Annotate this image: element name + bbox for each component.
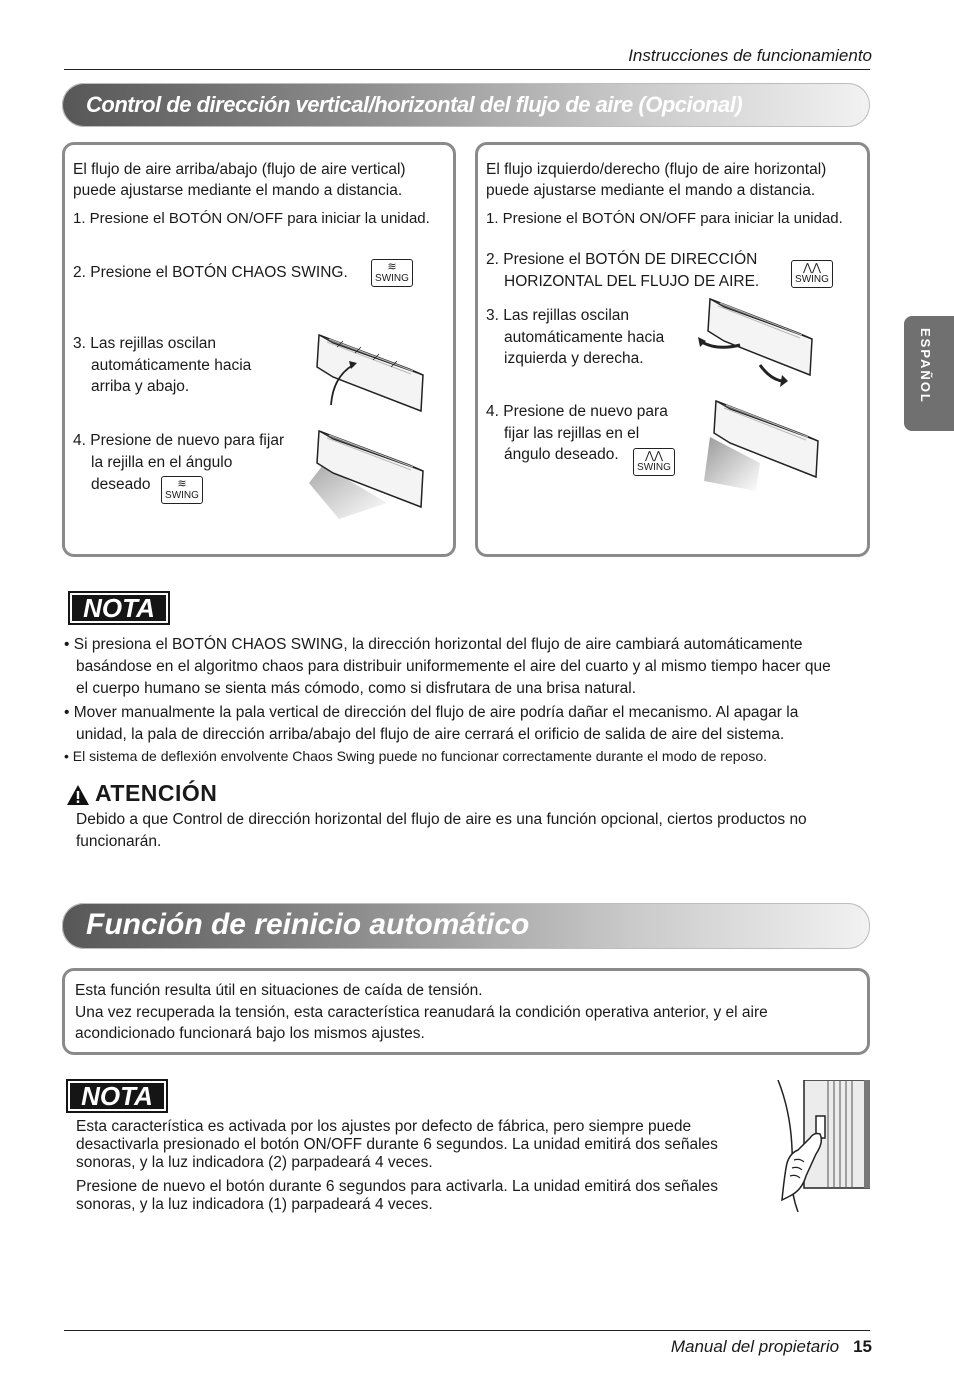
restart-line3: acondicionado funcionará bajo los mismos ajustes. (75, 1025, 425, 1042)
vertical-step-3-line3: arriba y abajo. (91, 378, 190, 395)
horizontal-step-2-line2: HORIZONTAL DEL FLUJO DE AIRE. (504, 273, 760, 290)
vertical-step-2: 2. Presione el BOTÓN CHAOS SWING. (73, 264, 348, 281)
note-bullet-3: • El sistema de deflexión envolvente Chaos Swing puede no funcionar correctamente durante el modo de reposo. (64, 748, 767, 764)
note-bullet-1-line3: el cuerpo humano se sienta más cómodo, como si disfrutara de una brisa natural. (76, 680, 637, 697)
vertical-step-4-line1: 4. Presione de nuevo para fijar (73, 432, 285, 449)
swing-wave-icon: ≋ (387, 261, 397, 273)
restart-line1: Esta función resulta útil en situaciones de caída de tensión. (75, 982, 483, 999)
page-number: 15 (853, 1337, 872, 1356)
note2-p1-line1: Esta característica es activada por los ajustes por defecto de fábrica, pero siempre puede (76, 1118, 692, 1135)
note-badge-2: NOTA (66, 1079, 168, 1113)
vertical-step-3-line2: automáticamente hacia (91, 357, 252, 374)
horizontal-intro-line2: puede ajustarse mediante el mando a distancia. (486, 182, 816, 199)
running-header: Instrucciones de funcionamiento (628, 46, 872, 65)
ac-unit-vertical-fixed-illustration (309, 425, 429, 521)
chaos-swing-button-icon (371, 259, 413, 287)
ac-unit-horizontal-fixed-illustration (700, 397, 824, 493)
horizontal-intro-line1: El flujo izquierdo/derecho (flujo de aire horizontal) (486, 161, 827, 178)
note2-p1-line2: desactivarla presionado el botón ON/OFF durante 6 segundos. La unidad emitirá dos señales (76, 1136, 718, 1153)
note2-p1-line3: sonoras, y la luz indicadora (2) parpadeará 4 veces. (76, 1154, 433, 1171)
note-bullet-2-line2: unidad, la pala de dirección arriba/abajo del flujo de aire cerrará el orificio de salida de aire del sistema. (76, 726, 785, 743)
note2-p2-line2: sonoras, y la luz indicadora (1) parpadeará 4 veces. (76, 1196, 433, 1213)
note-badge: NOTA (68, 591, 170, 625)
horizontal-step-3-line1: 3. Las rejillas oscilan (486, 307, 630, 324)
ac-unit-horizontal-swing-illustration (698, 295, 820, 391)
swing-fan-icon: ⋀⋀ (802, 262, 822, 274)
vertical-step-3-line1: 3. Las rejillas oscilan (73, 335, 217, 352)
attention-line2: funcionarán. (76, 833, 162, 850)
section-title-restart: Función de reinicio automático (86, 908, 530, 941)
footer-rule (64, 1330, 870, 1331)
chaos-swing-button-icon-2 (161, 476, 203, 504)
attention-line1: Debido a que Control de dirección horizontal del flujo de aire es una función opcional, ciertos productos no (76, 811, 807, 828)
vertical-step-1: 1. Presione el BOTÓN ON/OFF para iniciar la unidad. (73, 210, 430, 227)
vertical-intro-line1: El flujo de aire arriba/abajo (flujo de aire vertical) (73, 161, 406, 178)
attention-heading: ATENCIÓN (95, 780, 218, 806)
language-tab (904, 316, 954, 431)
horizontal-step-4-line2: fijar las rejillas en el (504, 425, 640, 442)
horizontal-airflow-box (475, 142, 870, 557)
note-bullet-1-line1: • Si presiona el BOTÓN CHAOS SWING, la dirección horizontal del flujo de aire cambiará automáticamente (64, 636, 803, 653)
header-rule (64, 69, 870, 70)
vertical-airflow-box (62, 142, 456, 557)
note2-p2-line1: Presione de nuevo el botón durante 6 segundos para activarla. La unidad emitirá dos señales (76, 1178, 718, 1195)
warning-triangle-icon (66, 784, 90, 806)
page-footer (671, 1337, 872, 1357)
footer-manual-title: Manual del propietario (670, 1337, 840, 1356)
horizontal-step-3-line2: automáticamente hacia (504, 329, 665, 346)
section-banner-airflow (62, 83, 870, 127)
horizontal-step-2-line1: 2. Presione el BOTÓN DE DIRECCIÓN (486, 251, 758, 268)
swing-label: SWING (795, 274, 829, 285)
horizontal-step-3-line3: izquierda y derecha. (504, 350, 644, 367)
swing-label: SWING (637, 462, 671, 473)
vertical-intro-line2: puede ajustarse mediante el mando a distancia. (73, 182, 403, 199)
note-bullet-1-line2: basándose en el algoritmo chaos para distribuir uniformemente el aire del cuarto y al mismo tiempo hacer que (76, 658, 831, 675)
section-title-airflow: Control de dirección vertical/horizontal del flujo de aire (Opcional) (86, 92, 743, 117)
language-tab-label: ESPAÑOL (918, 328, 933, 404)
swing-fan-icon: ⋀⋀ (644, 450, 664, 462)
horizontal-step-4-line1: 4. Presione de nuevo para (486, 403, 668, 420)
section-banner-restart (62, 903, 870, 949)
horizontal-swing-button-icon-2 (633, 448, 675, 476)
horizontal-swing-button-icon (791, 260, 833, 288)
restart-info-box (62, 968, 870, 1055)
horizontal-step-4-line3: ángulo deseado. (504, 446, 619, 463)
note-bullet-2-line1: • Mover manualmente la pala vertical de dirección del flujo de aire podría dañar el mecanismo. Al apagar la (64, 704, 799, 721)
ac-unit-vertical-swing-illustration (313, 325, 427, 415)
hand-pressing-button-illustration (776, 1080, 870, 1212)
vertical-step-4-line3: deseado (91, 476, 151, 493)
swing-label: SWING (375, 273, 409, 284)
restart-line2: Una vez recuperada la tensión, esta característica reanudará la condición operativa anterior, y el aire (75, 1004, 768, 1021)
horizontal-step-1: 1. Presione el BOTÓN ON/OFF para iniciar la unidad. (486, 210, 843, 227)
swing-wave-icon: ≋ (177, 478, 187, 490)
swing-label: SWING (165, 490, 199, 501)
vertical-step-4-line2: la rejilla en el ángulo (91, 454, 233, 471)
